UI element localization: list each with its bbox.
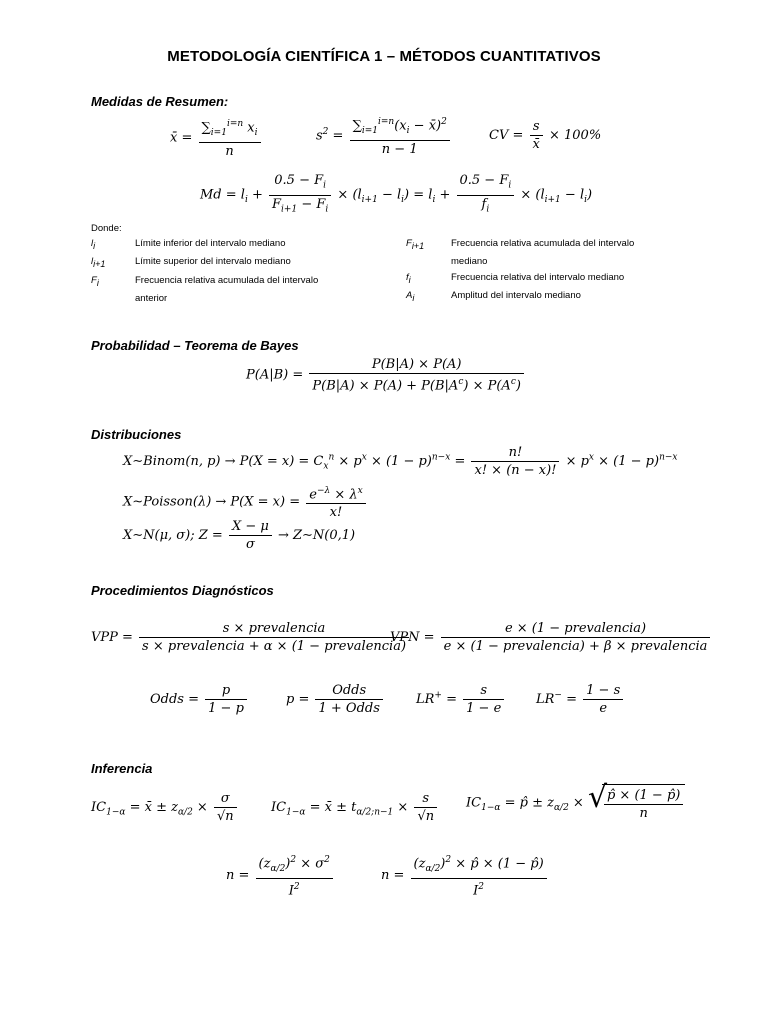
def-text: Frecuencia relativa del intervalo mediano [451,271,625,283]
formula-variance: $s^2$ = $\frac{\sum_{i=1}^{i=n}(x_i - x̄)^2}{n - 1}$ [316,114,452,158]
section-heading-diagnosticos: Procedimientos Diagnósticos [91,583,274,598]
formula-lr-plus: LR+ = $\frac{s}{1 - e}$ [416,682,506,717]
formula-poisson: X∼Poisson(λ) → P(X = x) = $\frac{e^{-\lambda} \times \lambda^x}{x!}$ [123,483,368,521]
formula-vpp: VPP = $\frac{\text{s × prevalencia}}{\text{s × prevalencia + α × (1 − prevalencia)}}$ [91,620,411,655]
def-text: Frecuencia relativa acumulada del intervalo [135,274,319,286]
formula-p-from-odds: p = $\frac{\text{Odds}}{\text{1 + Odds}}$ [286,682,385,717]
def-text-cont: mediano [451,256,488,268]
formula-sample-size-proportion: n = $\frac{(z_{\alpha/2})^2 \times p̂ \times (1 - p̂)}{I^2}$ [381,852,549,899]
def-text: Frecuencia relativa acumulada del intervalo [451,238,635,249]
definitions-right: $F_{i+1}$ Frecuencia relativa acumulada del intervalo mediano $f_i$ Frecuencia relativa del intervalo mediano $A_i$ Amplitud del intervalo mediano [406,236,706,307]
formula-ci-z: $IC_{1-\alpha}$ = x̄ ± $z_{\alpha/2}$ × $\frac{\sigma}{√n}$ [91,790,239,825]
def-text: Amplitud del intervalo mediano [451,290,581,302]
section-heading-bayes: Probabilidad – Teorema de Bayes [91,338,299,353]
def-text: Límite superior del intervalo mediano [135,256,291,268]
section-heading-resumen: Medidas de Resumen: [91,94,229,109]
page-title: METODOLOGÍA CIENTÍFICA 1 – MÉTODOS CUANTITATIVOS [167,48,601,65]
donde-label: Donde: [91,223,122,234]
formula-sample-size-mean: n = $\frac{(z_{\alpha/2})^2 \times \sigma^2}{I^2}$ [226,852,335,899]
formula-mean: x̄ = $\frac{\sum_{i=1}^{i=n} x_i}{n}$ [170,116,263,160]
formula-bayes: P(A|B) = $\frac{P(B|A) \times P(A)}{P(B|A) \times P(A) + P(B|A^c) \times P(A^c)}$ [246,356,526,394]
formula-median: $Md = l_i$ + $\frac{0.5 - F_i}{F_{i+1} - F_i}$ × $(l_{i+1} - l_i) = l_i$ + $\frac{0.5 - F_i}{f_i}$ × $(l_{i+1} - l_i)$ [200,173,593,215]
section-heading-inferencia: Inferencia [91,761,153,776]
def-text: Límite inferior del intervalo mediano [135,238,286,249]
section-heading-distribuciones: Distribuciones [91,427,182,442]
formula-binomial: X∼Binom(n, $p) \to P(X = x) = C_x^n \times p^x \times (1 - p)^{n-x}$ = $\frac{n!}{x! \times (n - x)!}$ × $p^x \times (1 - p)^{n-x}$ [123,445,678,478]
formula-odds: Odds = $\frac{p}{1 - p}$ [150,682,249,717]
def-text-cont: anterior [135,293,168,305]
formula-ci-proportion: $IC_{1-\alpha}$ = p̂ ± $z_{\alpha/2}$ × √ $\frac{p̂ \times (1 - p̂)}{n}$ [466,784,685,822]
definitions-left: $l_i$ Límite inferior del intervalo mediano $l_{i+1}$ Límite superior del intervalo mediano $F_i$ Frecuencia relativa acumulada del intervalo anterior [91,236,391,307]
formula-normal: X∼N(μ, σ); Z = $\frac{X - \mu}{\sigma}$ → Z∼N(0,1) [123,519,356,552]
formula-ci-t: $IC_{1-\alpha}$ = x̄ ± $t_{\alpha/2;n-1}$ × $\frac{s}{√n}$ [271,790,439,825]
formula-lr-minus: LR− = $\frac{1 - s}{e}$ [536,682,625,717]
formula-cv: CV = $\frac{s}{x̄}$ × 100% [489,119,602,152]
formula-vpn: VPN = $\frac{\text{e × (1 − prevalencia)}}{\text{e × (1 − prevalencia) + β × prevalencia}}$ [390,620,712,655]
